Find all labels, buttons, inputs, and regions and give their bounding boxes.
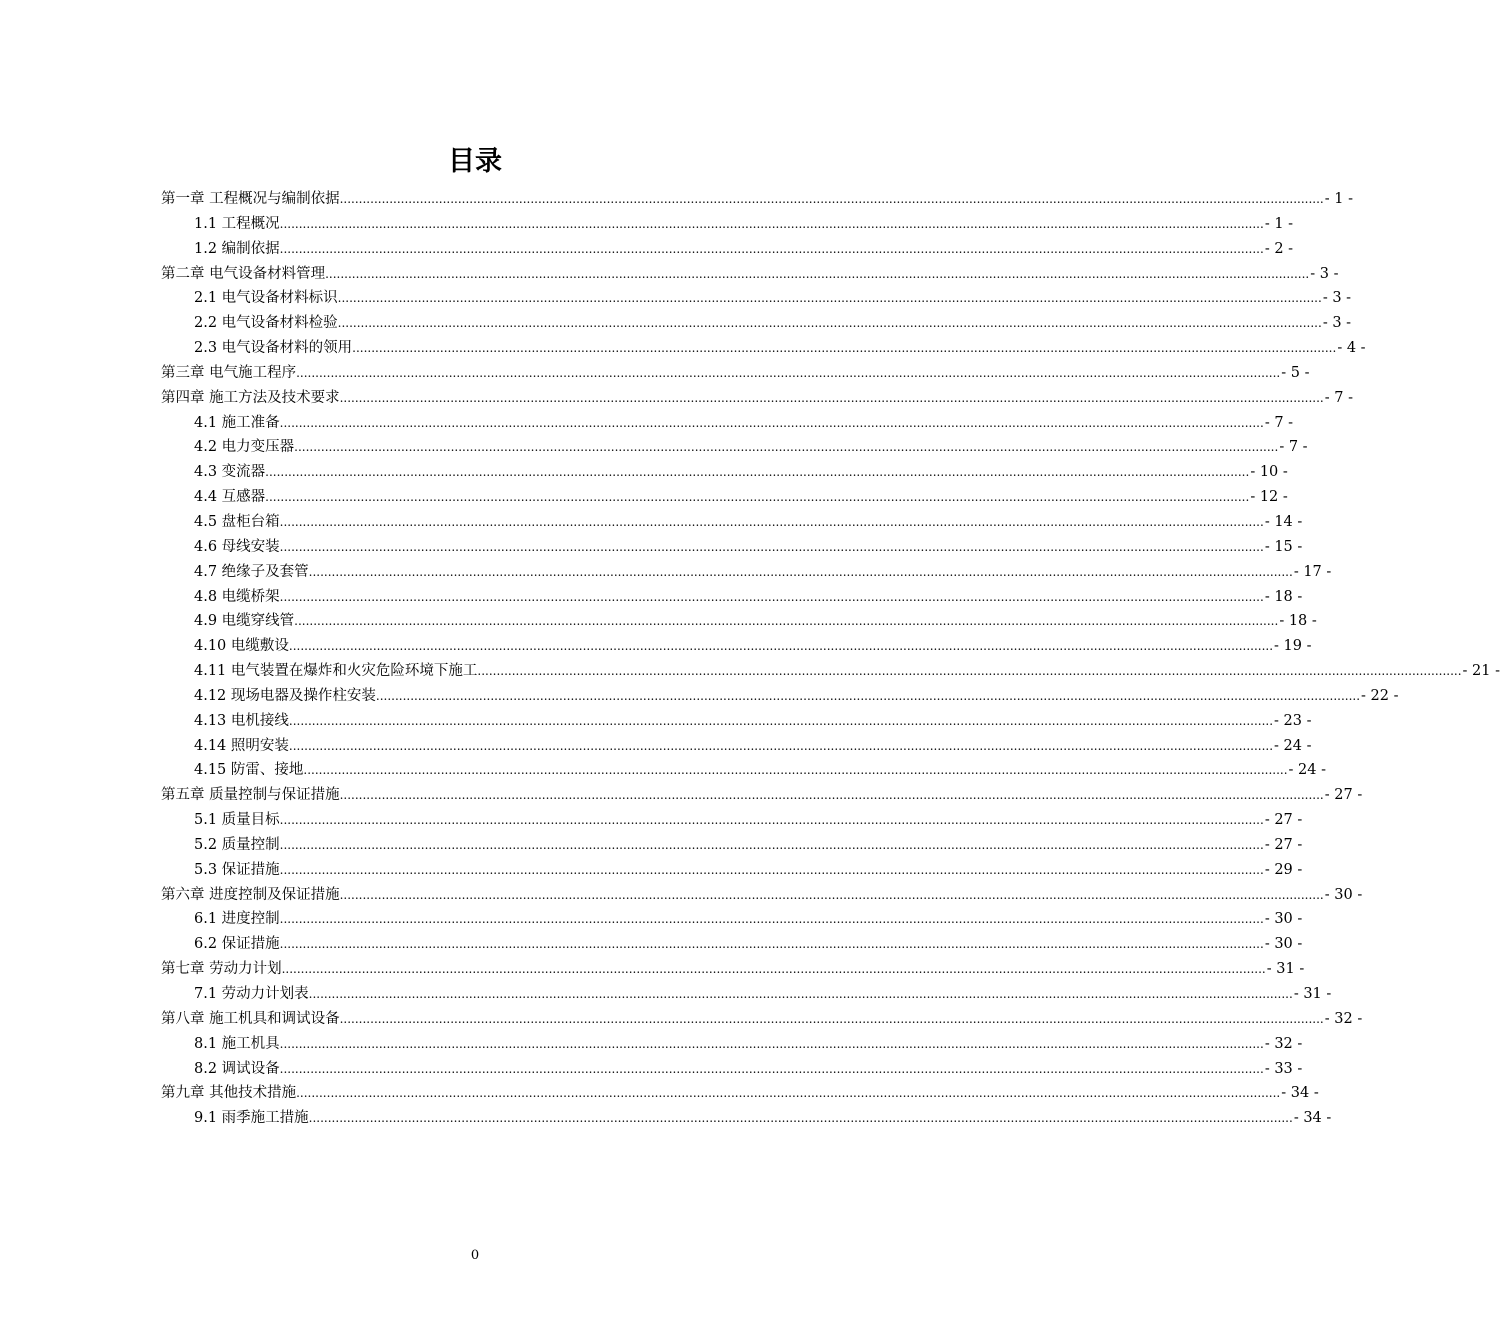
toc-dot-leader: .................................................................................................................................................................................................................................................................. xyxy=(279,216,1264,231)
toc-dot-leader: .................................................................................................................................................................................................................................................................. xyxy=(339,1011,1324,1026)
toc-entry-page-number: - 27 - xyxy=(1324,787,1363,804)
toc-entry-label: 7.1 劳动力计划表 xyxy=(194,986,309,1002)
toc-section-entry[interactable] xyxy=(161,1106,1332,1131)
toc-entry-page-number: - 1 - xyxy=(1264,215,1294,232)
toc-entry-label: 4.2 电力变压器 xyxy=(194,439,295,456)
toc-entry-label: 4.4 互感器 xyxy=(194,489,266,506)
toc-chapter-entry[interactable] xyxy=(161,187,1353,212)
toc-entry-label: 4.3 变流器 xyxy=(194,464,266,481)
toc-dot-leader: .................................................................................................................................................................................................................................................................. xyxy=(279,937,1264,952)
toc-entry-page-number: - 32 - xyxy=(1264,1035,1303,1052)
toc-entry-label: 2.1 电气设备材料标识 xyxy=(194,290,338,307)
toc-entry-label: 8.2 调试设备 xyxy=(194,1060,280,1077)
toc-entry-page-number: - 22 - xyxy=(1361,687,1399,704)
toc-section-entry[interactable] xyxy=(161,237,1294,262)
toc-dot-leader: .................................................................................................................................................................................................................................................................. xyxy=(375,688,1361,703)
toc-entry-label: 1.2 编制依据 xyxy=(194,240,280,257)
toc-dot-leader: .................................................................................................................................................................................................................................................................. xyxy=(294,614,1279,629)
toc-entry-label: 4.6 母线安装 xyxy=(194,538,280,555)
toc-entry-label: 第四章 施工方法及技术要求 xyxy=(161,389,340,406)
toc-entry-page-number: - 18 - xyxy=(1264,588,1303,605)
toc-dot-leader: .................................................................................................................................................................................................................................................................. xyxy=(288,738,1274,753)
toc-entry-page-number: - 3 - xyxy=(1310,265,1339,282)
toc-dot-leader: .................................................................................................................................................................................................................................................................. xyxy=(339,887,1324,902)
toc-entry-page-number: - 19 - xyxy=(1274,638,1312,655)
toc-chapter-entry[interactable] xyxy=(161,1081,1319,1106)
toc-dot-leader: .................................................................................................................................................................................................................................................................. xyxy=(337,291,1322,306)
toc-entry-page-number: - 34 - xyxy=(1293,1110,1332,1127)
toc-entry-page-number: - 27 - xyxy=(1264,812,1303,829)
toc-dot-leader: .................................................................................................................................................................................................................................................................. xyxy=(339,192,1324,206)
toc-section-entry[interactable] xyxy=(161,560,1332,585)
toc-section-entry[interactable] xyxy=(161,1057,1303,1082)
toc-entry-label: 4.1 施工准备 xyxy=(194,414,280,431)
toc-dot-leader: .................................................................................................................................................................................................................................................................. xyxy=(294,440,1279,455)
toc-entry-label: 4.15 防雷、接地 xyxy=(194,762,304,779)
toc-dot-leader: .................................................................................................................................................................................................................................................................. xyxy=(279,1036,1264,1051)
toc-section-entry[interactable] xyxy=(161,659,1500,684)
toc-section-entry[interactable] xyxy=(161,609,1317,634)
toc-entry-page-number: - 31 - xyxy=(1266,961,1305,978)
toc-section-entry[interactable] xyxy=(161,311,1352,336)
toc-entry-label: 4.14 照明安装 xyxy=(194,737,289,754)
toc-section-entry[interactable] xyxy=(161,535,1303,560)
toc-section-entry[interactable] xyxy=(161,684,1399,709)
toc-entry-label: 第八章 施工机具和调试设备 xyxy=(161,1010,340,1027)
toc-entry-label: 8.1 施工机具 xyxy=(194,1035,280,1052)
toc-entry-label: 6.1 进度控制 xyxy=(194,911,280,928)
toc-section-entry[interactable] xyxy=(161,858,1303,883)
toc-chapter-entry[interactable] xyxy=(161,386,1353,411)
toc-section-entry[interactable] xyxy=(161,411,1294,436)
toc-dot-leader: .................................................................................................................................................................................................................................................................. xyxy=(352,341,1337,356)
toc-entry-label: 5.2 质量控制 xyxy=(194,836,280,853)
toc-entry-label: 4.12 现场电器及操作柱安装 xyxy=(194,687,376,704)
toc-section-entry[interactable] xyxy=(161,808,1303,833)
toc-dot-leader: .................................................................................................................................................................................................................................................................. xyxy=(308,987,1293,1001)
toc-entry-page-number: - 2 - xyxy=(1264,240,1294,257)
toc-chapter-entry[interactable] xyxy=(161,1007,1363,1032)
toc-entry-label: 4.7 绝缘子及套管 xyxy=(194,563,309,580)
toc-entry-label: 9.1 雨季施工措施 xyxy=(194,1110,309,1127)
toc-dot-leader: .................................................................................................................................................................................................................................................................. xyxy=(296,1086,1281,1101)
toc-entry-label: 4.13 电机接线 xyxy=(194,712,289,729)
toc-entry-label: 6.2 保证措施 xyxy=(194,936,280,953)
toc-entry-label: 第六章 进度控制及保证措施 xyxy=(161,886,340,903)
toc-entry-page-number: - 7 - xyxy=(1264,414,1294,431)
toc-section-entry[interactable] xyxy=(161,932,1303,957)
toc-entry-page-number: - 30 - xyxy=(1264,911,1303,928)
toc-entry-label: 第五章 质量控制与保证措施 xyxy=(161,787,340,804)
toc-entry-label: 1.1 工程概况 xyxy=(194,215,280,232)
toc-section-entry[interactable] xyxy=(161,709,1312,734)
toc-entry-label: 4.11 电气装置在爆炸和火灾危险环境下施工 xyxy=(194,663,478,680)
toc-section-entry[interactable] xyxy=(161,758,1327,783)
toc-entry-page-number: - 4 - xyxy=(1337,340,1366,357)
toc-entry-page-number: - 3 - xyxy=(1322,315,1352,332)
toc-entry-page-number: - 27 - xyxy=(1264,836,1303,853)
toc-entry-label: 第七章 劳动力计划 xyxy=(161,961,282,978)
toc-entry-page-number: - 18 - xyxy=(1279,613,1317,630)
toc-entry-page-number: - 12 - xyxy=(1250,489,1288,506)
toc-dot-leader: .................................................................................................................................................................................................................................................................. xyxy=(281,962,1266,977)
toc-section-entry[interactable] xyxy=(161,907,1303,932)
toc-dot-leader: .................................................................................................................................................................................................................................................................. xyxy=(477,664,1462,679)
toc-entry-page-number: - 14 - xyxy=(1264,513,1303,530)
toc-section-entry[interactable] xyxy=(161,286,1352,311)
toc-entry-page-number: - 21 - xyxy=(1462,663,1500,680)
toc-chapter-entry[interactable] xyxy=(161,262,1339,287)
toc-entry-page-number: - 29 - xyxy=(1264,861,1303,878)
toc-entry-label: 4.8 电缆桥架 xyxy=(194,588,280,605)
toc-entry-page-number: - 7 - xyxy=(1324,389,1353,406)
toc-dot-leader: .................................................................................................................................................................................................................................................................. xyxy=(279,837,1264,852)
toc-entry-page-number: - 24 - xyxy=(1274,737,1312,754)
toc-dot-leader: .................................................................................................................................................................................................................................................................. xyxy=(265,490,1250,505)
toc-entry-page-number: - 30 - xyxy=(1264,936,1303,953)
toc-section-entry[interactable] xyxy=(161,982,1332,1007)
toc-entry-page-number: - 30 - xyxy=(1324,886,1363,903)
toc-dot-leader: .................................................................................................................................................................................................................................................................. xyxy=(279,589,1264,604)
toc-section-entry[interactable] xyxy=(161,460,1288,485)
toc-dot-leader: .................................................................................................................................................................................................................................................................. xyxy=(279,415,1264,430)
toc-chapter-entry[interactable] xyxy=(161,783,1363,808)
toc-section-entry[interactable] xyxy=(161,485,1288,510)
toc-dot-leader: .................................................................................................................................................................................................................................................................. xyxy=(308,564,1293,579)
toc-dot-leader: .................................................................................................................................................................................................................................................................. xyxy=(279,241,1264,256)
toc-entry-page-number: - 3 - xyxy=(1322,290,1352,307)
toc-entry-label: 2.3 电气设备材料的领用 xyxy=(194,340,353,357)
toc-entry-page-number: - 10 - xyxy=(1250,464,1288,481)
toc-entry-label: 4.9 电缆穿线管 xyxy=(194,613,295,630)
toc-dot-leader: .................................................................................................................................................................................................................................................................. xyxy=(288,639,1274,654)
toc-dot-leader: .................................................................................................................................................................................................................................................................. xyxy=(279,862,1264,877)
toc-dot-leader: .................................................................................................................................................................................................................................................................. xyxy=(279,912,1264,927)
toc-chapter-entry[interactable] xyxy=(161,361,1310,386)
toc-entry-label: 5.3 保证措施 xyxy=(194,861,280,878)
toc-entry-page-number: - 15 - xyxy=(1264,538,1303,555)
toc-dot-leader: .................................................................................................................................................................................................................................................................. xyxy=(265,465,1250,480)
toc-entry-label: 4.10 电缆敷设 xyxy=(194,638,289,655)
toc-dot-leader: .................................................................................................................................................................................................................................................................. xyxy=(303,763,1288,778)
toc-title: 目录 xyxy=(448,146,502,177)
toc-chapter-entry[interactable] xyxy=(161,883,1363,908)
toc-section-entry[interactable] xyxy=(161,510,1303,535)
toc-entry-page-number: - 24 - xyxy=(1288,762,1327,779)
toc-dot-leader: .................................................................................................................................................................................................................................................................. xyxy=(308,1111,1293,1126)
toc-entry-page-number: - 1 - xyxy=(1324,191,1353,207)
toc-dot-leader: .................................................................................................................................................................................................................................................................. xyxy=(325,266,1310,281)
toc-dot-leader: .................................................................................................................................................................................................................................................................. xyxy=(339,390,1324,405)
toc-section-entry[interactable] xyxy=(161,212,1294,237)
toc-dot-leader: .................................................................................................................................................................................................................................................................. xyxy=(279,1061,1264,1076)
toc-entry-page-number: - 23 - xyxy=(1274,712,1312,729)
toc-section-entry[interactable] xyxy=(161,1032,1303,1057)
toc-dot-leader: .................................................................................................................................................................................................................................................................. xyxy=(339,788,1324,803)
toc-entry-page-number: - 17 - xyxy=(1293,563,1332,580)
toc-section-entry[interactable] xyxy=(161,336,1366,361)
toc-entry-label: 5.1 质量目标 xyxy=(194,812,280,829)
toc-entry-label: 第三章 电气施工程序 xyxy=(161,364,297,381)
toc-dot-leader: .................................................................................................................................................................................................................................................................. xyxy=(288,713,1274,728)
toc-section-entry[interactable] xyxy=(161,435,1308,460)
toc-chapter-entry[interactable] xyxy=(161,957,1305,982)
toc-entry-label: 第二章 电气设备材料管理 xyxy=(161,265,326,282)
toc-entry-page-number: - 31 - xyxy=(1293,986,1332,1002)
toc-section-entry[interactable] xyxy=(161,634,1312,659)
toc-entry-page-number: - 33 - xyxy=(1264,1060,1303,1077)
toc-entry-label: 第一章 工程概况与编制依据 xyxy=(161,191,340,207)
toc-dot-leader: .................................................................................................................................................................................................................................................................. xyxy=(279,539,1264,554)
toc-section-entry[interactable] xyxy=(161,734,1312,759)
toc-entry-page-number: - 32 - xyxy=(1324,1010,1363,1027)
toc-entry-label: 第九章 其他技术措施 xyxy=(161,1085,297,1102)
table-of-contents xyxy=(161,187,1500,1131)
toc-entry-label: 2.2 电气设备材料检验 xyxy=(194,315,338,332)
toc-entry-page-number: - 5 - xyxy=(1281,364,1310,381)
toc-dot-leader: .................................................................................................................................................................................................................................................................. xyxy=(279,813,1264,828)
toc-section-entry[interactable] xyxy=(161,585,1303,610)
toc-dot-leader: .................................................................................................................................................................................................................................................................. xyxy=(337,316,1322,331)
toc-section-entry[interactable] xyxy=(161,833,1303,858)
toc-dot-leader: .................................................................................................................................................................................................................................................................. xyxy=(296,365,1281,380)
toc-entry-page-number: - 34 - xyxy=(1281,1085,1319,1102)
toc-entry-label: 4.5 盘柜台箱 xyxy=(194,513,280,530)
page-number: 0 xyxy=(470,1248,480,1263)
toc-dot-leader: .................................................................................................................................................................................................................................................................. xyxy=(279,514,1264,529)
toc-entry-page-number: - 7 - xyxy=(1279,439,1308,456)
